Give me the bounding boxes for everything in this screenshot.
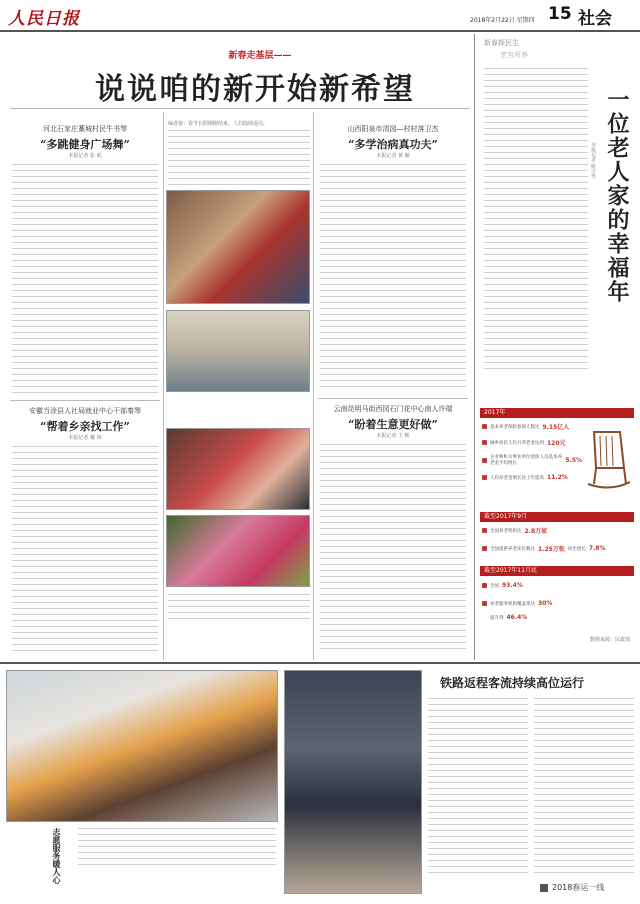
stat-row: 全国养老机构达 2.8万家 — [482, 526, 628, 535]
intro-body — [168, 128, 310, 186]
sidebar-byline: 本报记者 姚宇男 — [590, 142, 596, 179]
stat-row: 企业和机关事业单位退休人员基本养老金平均增长 5.5% — [482, 454, 582, 466]
footer-tag: 2018春运一线 — [552, 883, 605, 892]
intro-byline: 编者按：春节长假刚刚结束，人们陆续返岗。 — [168, 121, 269, 127]
column-3-tag: 山西阳泉市清园—村村落卫杰 — [347, 125, 439, 133]
sidebar-kicker: 新春探民生 — [484, 39, 519, 47]
photo-captions — [168, 592, 310, 622]
column-1-tag: 河北石家庄藁城村民牛书琴 — [43, 125, 127, 133]
column-2-tag: 安徽当涂县人社局就业中心干部秦琴 — [29, 407, 141, 415]
footer-square-icon — [540, 884, 548, 892]
photo-flower-shop — [166, 515, 310, 587]
column-4-tag: 云南昆明马街西园石门花中心南人许瑞 — [333, 405, 453, 413]
column-1-body — [12, 162, 158, 396]
column-2-body — [12, 444, 158, 654]
page-number: 15 — [548, 4, 572, 24]
column-separator — [313, 112, 314, 660]
column-4-body — [320, 442, 466, 654]
issue-date: 2018年2月22日 星期四 — [470, 17, 535, 24]
column-4-byline: 本报记者 王 彬 — [376, 433, 410, 439]
stat-row: 基本养老保险参保人数达 9.15亿人 — [482, 422, 582, 431]
top-rule — [0, 30, 640, 32]
sidebar-subkicker: 老有所养 — [500, 51, 528, 59]
column-2-byline: 本报记者 戴 林 — [68, 435, 102, 441]
stat-row: 提升到 46.4% — [490, 614, 528, 621]
column-1-title: “多跳健身广场舞” — [40, 138, 130, 151]
photo-family-portrait — [166, 190, 310, 304]
volunteer-caption: 志愿服务暖人心 — [52, 828, 62, 884]
masthead-logo: 人民日报 — [8, 9, 80, 29]
section-name: 社会 — [578, 9, 612, 29]
photo-couple-children — [166, 428, 310, 510]
photo-volunteers — [6, 670, 278, 822]
photo-station-staff — [284, 670, 422, 894]
rail-body-col1 — [428, 696, 528, 874]
photo-clinic — [166, 310, 310, 392]
stats-band-nov-2017: 截至2017年11月底 — [480, 566, 634, 576]
stat-row: 全国 93.4% — [482, 582, 628, 589]
bottom-section-rule — [0, 662, 640, 664]
stat-row: 城乡居民人均月养老金达到 120元 — [482, 438, 582, 447]
volunteer-caption-body — [78, 826, 276, 866]
stats-band-sep-2017: 截至2017年9月 — [480, 512, 634, 522]
sidebar-title: 一位老人家的幸福年 — [604, 88, 630, 304]
column-3-byline: 本报记者 黄 颖 — [376, 153, 410, 159]
feature-kicker: 新春走基层—— — [228, 51, 292, 61]
stat-row: 全国提供养老床位数达 1.25万张 同比增长 7.8% — [482, 544, 628, 553]
column-separator — [163, 112, 164, 660]
column-3-title: “多学治病真功夫” — [348, 138, 438, 151]
stats-credits: 数据来源：民政部 — [589, 637, 630, 643]
column-1-byline: 本报记者 张 彪 — [68, 153, 102, 159]
column-4-title: “盼着生意更好做” — [348, 418, 438, 431]
stat-row: 养老服务机构覆盖率达 30% — [482, 600, 628, 607]
rail-body-col2 — [534, 696, 634, 874]
sidebar-separator — [474, 34, 475, 660]
column-divider — [10, 400, 160, 401]
stat-row: 人均养老金增长比上年提高 11.2% — [482, 474, 582, 481]
stats-band-2017: 2017年 — [480, 408, 634, 418]
column-2-title: “帮着乡亲找工作” — [40, 420, 130, 433]
rail-headline: 铁路返程客流持续高位运行 — [440, 676, 585, 690]
headline-rule — [10, 108, 470, 109]
column-divider — [318, 398, 468, 399]
column-3-body — [320, 162, 466, 392]
feature-headline: 说说咱的新开始新希望 — [95, 72, 415, 107]
sidebar-body — [484, 66, 588, 372]
rocking-chair-illustration — [586, 428, 632, 492]
